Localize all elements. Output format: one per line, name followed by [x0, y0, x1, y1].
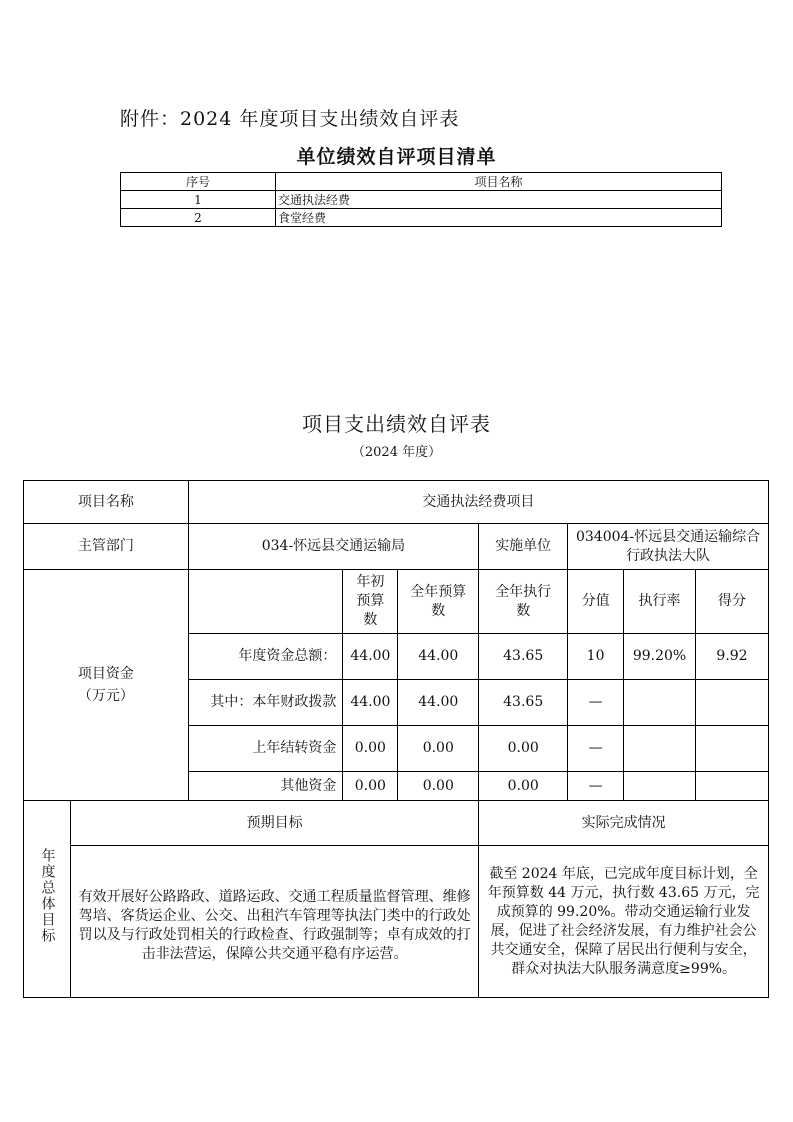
fund-score — [696, 726, 769, 772]
fund-initial: 0.00 — [343, 772, 398, 801]
attachment-title: 附件：2024 年度项目支出绩效自评表 — [120, 108, 460, 130]
goals-label — [24, 801, 71, 998]
dept-label: 主管部门 — [24, 524, 189, 570]
row-project-name: 交通执法经费 — [276, 191, 722, 209]
fund-exec: 43.65 — [479, 680, 568, 726]
evaluation-title: 项目支出绩效自评表 — [302, 412, 491, 436]
table-row — [121, 209, 722, 227]
goals-header-row — [24, 801, 769, 846]
impl-value: 034004-怀远县交通运输综合行政执法大队 — [568, 524, 769, 570]
project-name-label: 项目名称 — [24, 481, 189, 524]
dept-value: 034-怀远县交通运输局 — [188, 524, 479, 570]
funds-label — [24, 570, 189, 801]
fund-initial: 44.00 — [343, 634, 398, 680]
impl-label: 实施单位 — [479, 524, 568, 570]
fund-row-label: 年度资金总额： — [188, 634, 343, 680]
expected-label: 预期目标 — [70, 801, 478, 846]
fund-initial: 0.00 — [343, 726, 398, 772]
fund-header-blank — [188, 570, 343, 634]
fund-row-label: 其中：本年财政拨款 — [188, 680, 343, 726]
project-name-value: 交通执法经费项目 — [188, 481, 768, 524]
department-row — [24, 524, 769, 570]
fund-annual: 0.00 — [398, 772, 479, 801]
row-no: 2 — [121, 209, 276, 227]
funds-label-text: 项目资金 （万元） — [77, 666, 134, 704]
fund-row-label: 上年结转资金 — [188, 726, 343, 772]
goals-content-row — [24, 846, 769, 998]
project-name-row — [24, 481, 769, 524]
table-row — [121, 191, 722, 209]
fund-exec: 0.00 — [479, 772, 568, 801]
header-project-name: 项目名称 — [276, 173, 722, 191]
project-list-title: 单位绩效自评项目清单 — [296, 146, 497, 168]
fund-annual: 44.00 — [398, 634, 479, 680]
fund-rate — [624, 680, 696, 726]
fund-rate: 99.20% — [624, 634, 696, 680]
header-no: 序号 — [121, 173, 276, 191]
fund-annual: 0.00 — [398, 726, 479, 772]
row-project-name: 食堂经费 — [276, 209, 722, 227]
evaluation-subtitle: （2024 年度） — [351, 445, 442, 460]
fund-rate — [624, 726, 696, 772]
fund-exec: 43.65 — [479, 634, 568, 680]
actual-label: 实际完成情况 — [479, 801, 769, 846]
header-score-weight: 分值 — [568, 570, 624, 634]
fund-score — [696, 772, 769, 801]
fund-score — [696, 680, 769, 726]
header-exec-rate: 执行率 — [624, 570, 696, 634]
fund-weight: — — [568, 680, 624, 726]
project-list-table — [120, 172, 722, 227]
fund-weight: 10 — [568, 634, 624, 680]
fund-weight: — — [568, 726, 624, 772]
header-score: 得分 — [696, 570, 769, 634]
fund-exec: 0.00 — [479, 726, 568, 772]
actual-text: 截至 2024 年底，已完成年度目标计划，全年预算数 44 万元，执行数 43.65 万元，完成预算的 99.20%。带动交通运输行业发展，促进了社会经济发展，有力维护社会公共交通安全，保障了居民出行便利与安全，群众对执法大队服务满意度≥99%。 — [479, 846, 769, 998]
expected-text: 有效开展好公路路政、道路运政、交通工程质量监督管理、维修驾培、客货运企业、公交、出租汽车管理等执法门类中的行政处罚以及与行政处罚相关的行政检查、行政强制等；卓有成效的打击非法营运，保障公共交通平稳有序运营。 — [70, 846, 478, 998]
fund-initial: 44.00 — [343, 680, 398, 726]
fund-rate — [624, 772, 696, 801]
fund-row-label: 其他资金 — [188, 772, 343, 801]
fund-score: 9.92 — [696, 634, 769, 680]
fund-weight: — — [568, 772, 624, 801]
fund-header-row — [24, 570, 769, 634]
goals-label-text: 年度总体目标 — [39, 848, 56, 944]
row-no: 1 — [121, 191, 276, 209]
table-header-row — [121, 173, 722, 191]
header-annual-exec: 全年执行数 — [479, 570, 568, 634]
fund-annual: 44.00 — [398, 680, 479, 726]
header-annual-budget: 全年预算数 — [398, 570, 479, 634]
header-initial-budget: 年初预算数 — [343, 570, 398, 634]
evaluation-table — [23, 480, 769, 998]
